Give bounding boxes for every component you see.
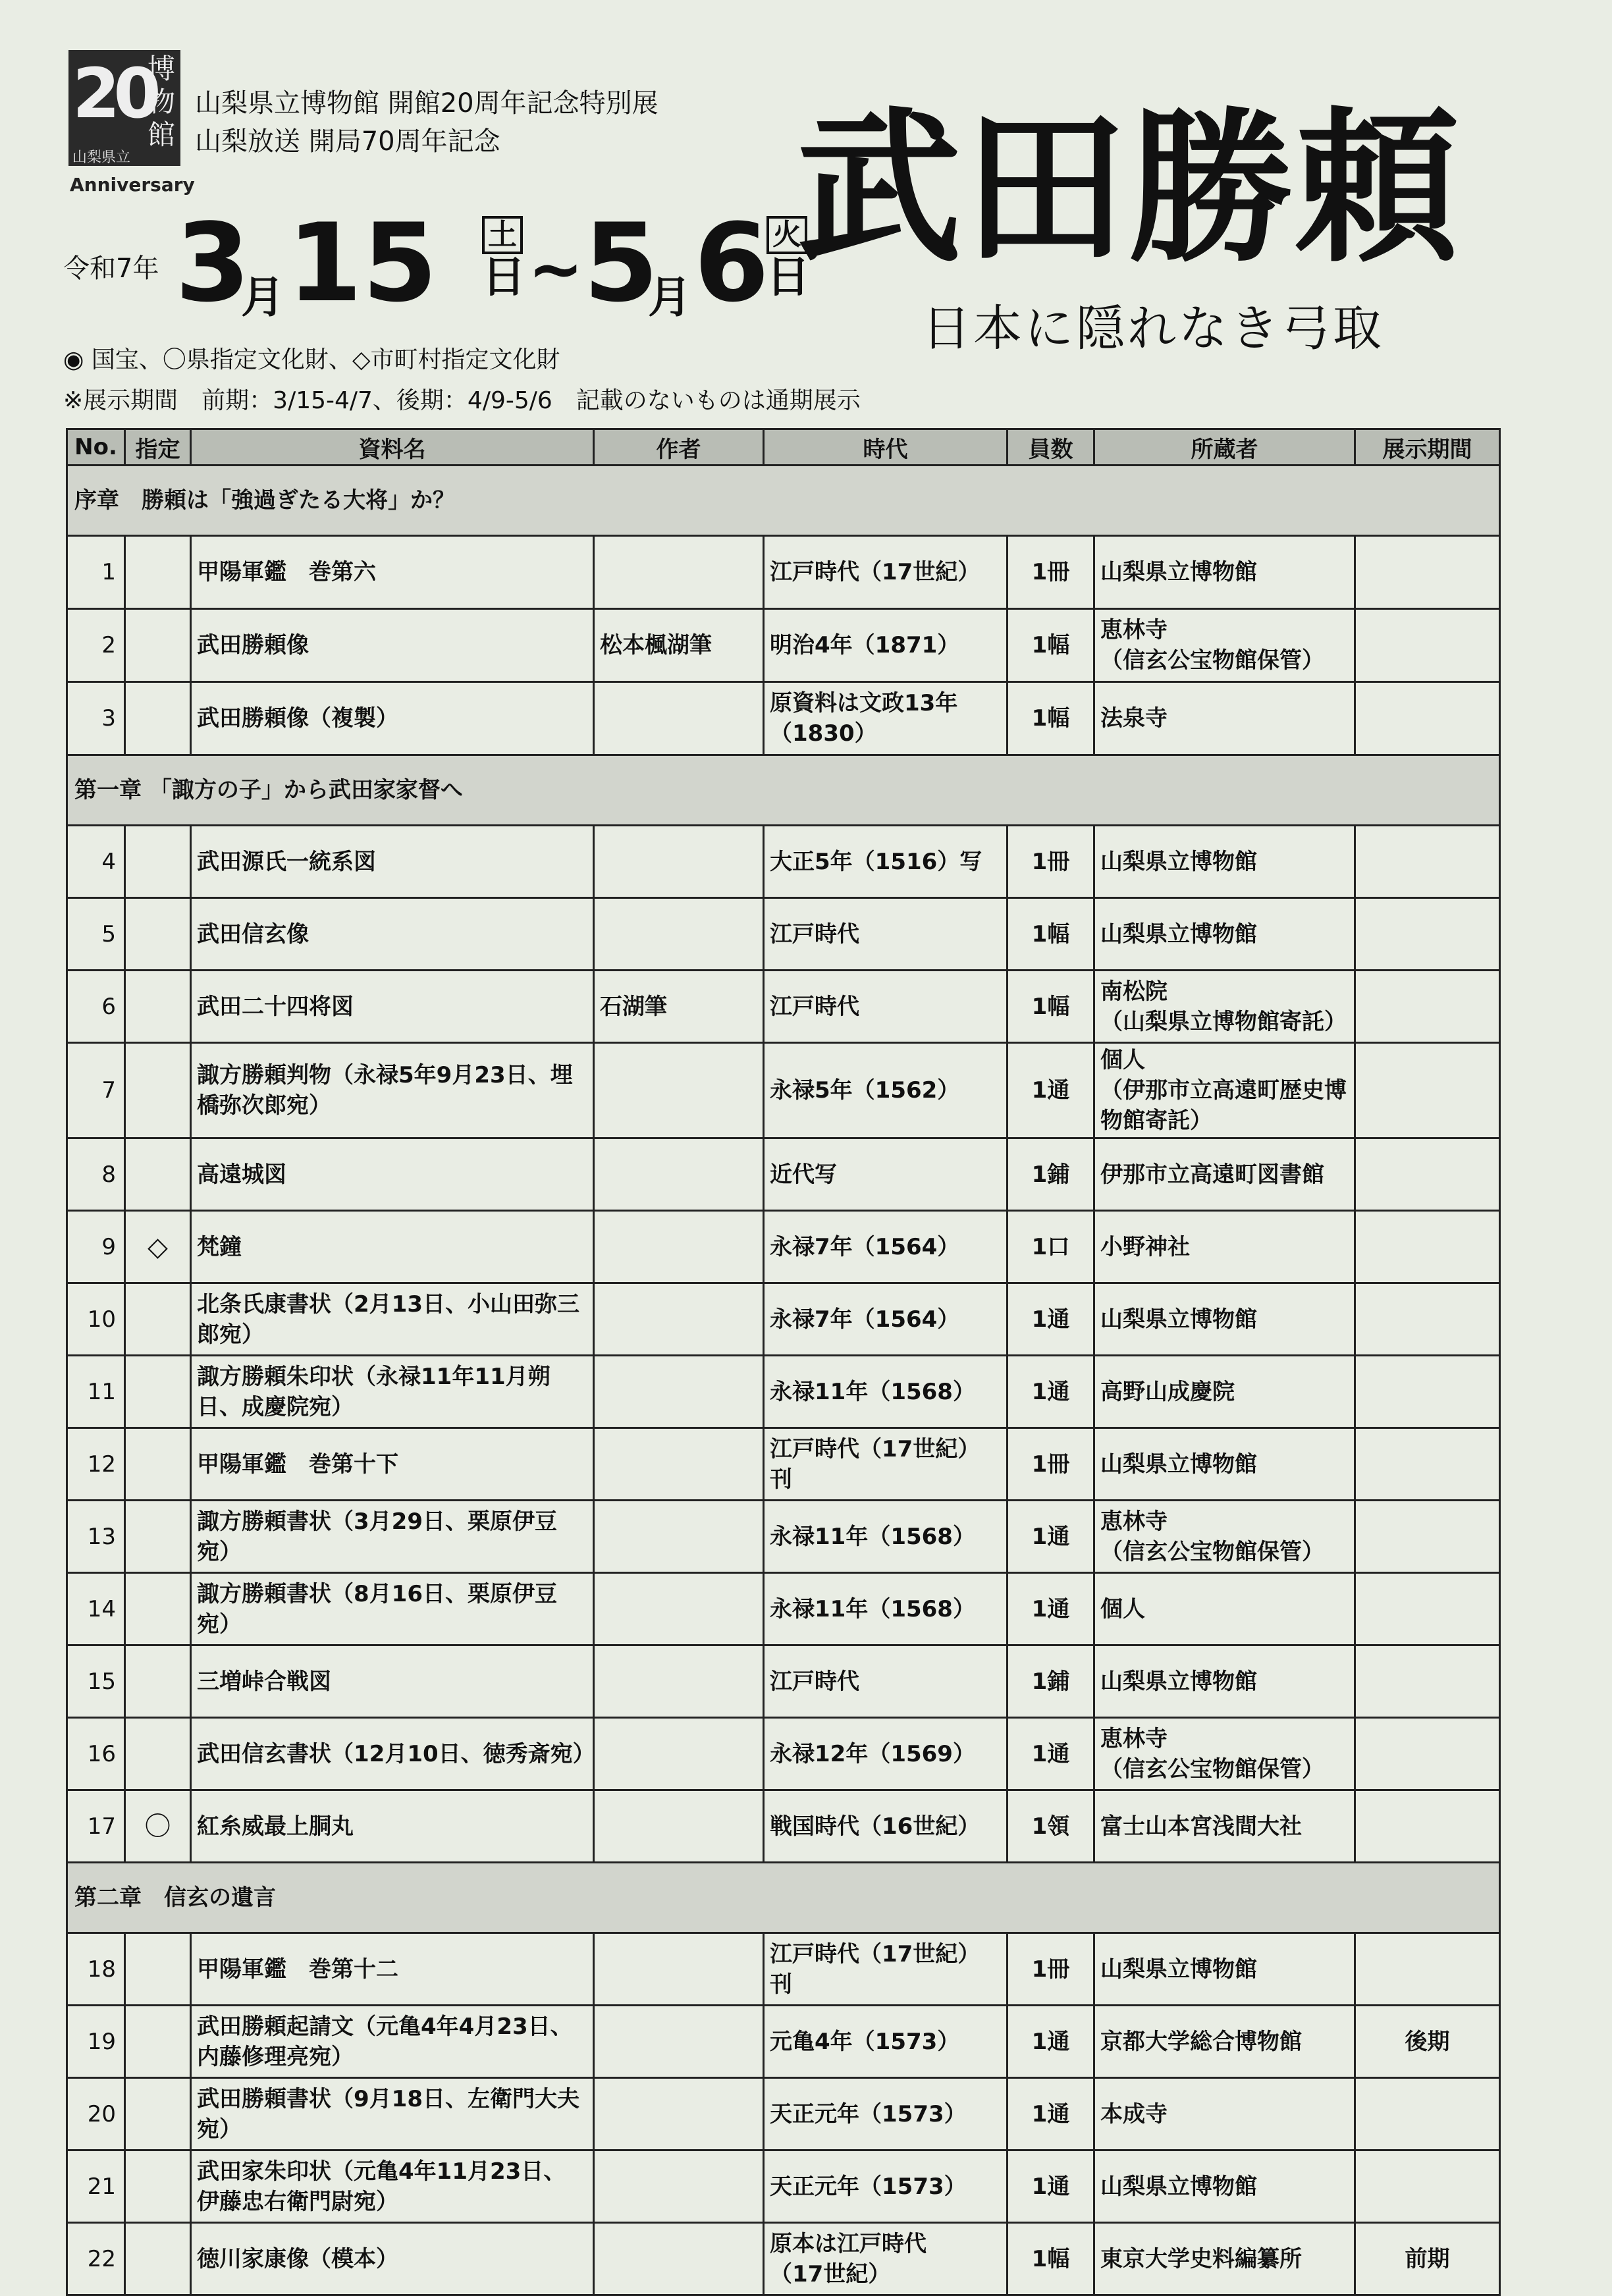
cell-designation	[125, 1138, 191, 1211]
chapter-row	[67, 1863, 1500, 1933]
table-row	[67, 682, 1500, 755]
cell-designation	[125, 826, 191, 898]
cell-count: 1通	[1008, 1573, 1094, 1645]
cell-author	[594, 1933, 764, 2006]
cell-author	[594, 2078, 764, 2150]
cell-name: 武田勝頼起請文（元亀4年4月23日、内藤修理亮宛）	[191, 2006, 594, 2078]
end-weekday-top: 火	[766, 216, 807, 254]
cell-designation	[125, 1573, 191, 1645]
cell-name: 高遠城図	[191, 1138, 594, 1211]
cell-designation	[125, 1645, 191, 1718]
date-era: 令和7年	[63, 254, 159, 284]
cell-period	[1355, 1211, 1500, 1283]
cell-count: 1通	[1008, 1043, 1094, 1138]
table-row	[67, 1933, 1500, 2006]
table-row	[67, 1501, 1500, 1573]
cell-count: 1幅	[1008, 971, 1094, 1043]
cell-no: 2	[67, 609, 125, 682]
cell-era: 戦国時代（16世紀）	[764, 1790, 1008, 1863]
cell-name: 諏方勝頼書状（8月16日、栗原伊豆宛）	[191, 1573, 594, 1645]
cell-period	[1355, 1645, 1500, 1718]
cell-no: 7	[67, 1043, 125, 1138]
cell-owner: 本成寺	[1094, 2078, 1355, 2150]
cell-era: 江戸時代	[764, 1645, 1008, 1718]
cell-period	[1355, 2078, 1500, 2150]
cell-designation: 〇	[125, 1790, 191, 1863]
cell-era: 永禄11年（1568）	[764, 1356, 1008, 1428]
cell-period	[1355, 1933, 1500, 2006]
sponsor-block	[195, 84, 658, 161]
cell-owner: 山梨県立博物館	[1094, 898, 1355, 971]
cell-name: 甲陽軍鑑 巻第十下	[191, 1428, 594, 1501]
cell-count: 1冊	[1008, 826, 1094, 898]
cell-count: 1幅	[1008, 682, 1094, 755]
cell-era: 永禄7年（1564）	[764, 1211, 1008, 1283]
cell-era: 永禄11年（1568）	[764, 1573, 1008, 1645]
cell-designation	[125, 609, 191, 682]
cell-era: 永禄11年（1568）	[764, 1501, 1008, 1573]
exhibition-title: 武田勝頼	[797, 91, 1461, 284]
cell-period	[1355, 1573, 1500, 1645]
table-row	[67, 898, 1500, 971]
cell-name: 武田源氏一統系図	[191, 826, 594, 898]
cell-era: 天正元年（1573）	[764, 2150, 1008, 2223]
table-row	[67, 2078, 1500, 2150]
cell-era: 永禄5年（1562）	[764, 1043, 1008, 1138]
cell-period: 後期	[1355, 2006, 1500, 2078]
cell-owner: 恵林寺 （信玄公宝物館保管）	[1094, 1501, 1355, 1573]
cell-period	[1355, 609, 1500, 682]
cell-author	[594, 1356, 764, 1428]
cell-owner: 山梨県立博物館	[1094, 826, 1355, 898]
cell-author	[594, 1501, 764, 1573]
cell-author	[594, 1790, 764, 1863]
legend	[63, 340, 861, 421]
cell-owner: 山梨県立博物館	[1094, 1283, 1355, 1356]
cell-name: 諏方勝頼朱印状（永禄11年11月朔日、成慶院宛）	[191, 1356, 594, 1428]
cell-count: 1幅	[1008, 609, 1094, 682]
cell-era: 天正元年（1573）	[764, 2078, 1008, 2150]
cell-owner: 個人	[1094, 1573, 1355, 1645]
cell-author	[594, 898, 764, 971]
cell-author: 松本楓湖筆	[594, 609, 764, 682]
cell-name: 諏方勝頼判物（永禄5年9月23日、埋橋弥次郎宛）	[191, 1043, 594, 1138]
cell-designation	[125, 1283, 191, 1356]
end-month-unit: 月	[648, 272, 691, 323]
cell-owner: 山梨県立博物館	[1094, 1933, 1355, 2006]
cell-owner: 法泉寺	[1094, 682, 1355, 755]
cell-name: 三増峠合戦図	[191, 1645, 594, 1718]
cell-designation	[125, 536, 191, 609]
table-row	[67, 2150, 1500, 2223]
table-header-row	[67, 429, 1500, 466]
table-row	[67, 971, 1500, 1043]
cell-name: 武田信玄書状（12月10日、徳秀斎宛）	[191, 1718, 594, 1790]
cell-era: 原本は江戸時代 （17世紀）	[764, 2223, 1008, 2295]
header-era: 時代	[764, 429, 1008, 466]
chapter-row	[67, 466, 1500, 536]
table-row	[67, 2006, 1500, 2078]
cell-name: 甲陽軍鑑 巻第十二	[191, 1933, 594, 2006]
cell-name: 諏方勝頼書状（3月29日、栗原伊豆宛）	[191, 1501, 594, 1573]
cell-name: 武田二十四将図	[191, 971, 594, 1043]
cell-designation	[125, 1428, 191, 1501]
cell-author	[594, 1428, 764, 1501]
start-day: 15	[287, 200, 438, 326]
logo-subtitle: 山梨県立	[72, 149, 131, 166]
header-owner: 所蔵者	[1094, 429, 1355, 466]
cell-owner: 山梨県立博物館	[1094, 536, 1355, 609]
legend-designations: ◉ 国宝、〇県指定文化財、◇市町村指定文化財	[63, 346, 560, 373]
cell-designation	[125, 2223, 191, 2295]
cell-designation	[125, 1933, 191, 2006]
chapter-title: 第二章 信玄の遺言	[67, 1863, 1500, 1933]
exhibit-list-table	[66, 428, 1501, 2296]
cell-no: 11	[67, 1356, 125, 1428]
cell-period	[1355, 536, 1500, 609]
cell-owner: 山梨県立博物館	[1094, 1428, 1355, 1501]
header-no: No.	[67, 429, 125, 466]
table-body	[67, 466, 1500, 2295]
cell-count: 1冊	[1008, 1428, 1094, 1501]
table-row	[67, 1211, 1500, 1283]
cell-count: 1幅	[1008, 898, 1094, 971]
cell-count: 1幅	[1008, 2223, 1094, 2295]
cell-no: 4	[67, 826, 125, 898]
start-weekday-top: 土	[482, 216, 523, 254]
cell-period	[1355, 1501, 1500, 1573]
logo-anniversary: Anniversary	[70, 174, 195, 196]
cell-period: 前期	[1355, 2223, 1500, 2295]
cell-owner: 個人 （伊那市立高遠町歴史博物館寄託）	[1094, 1043, 1355, 1138]
cell-era: 明治4年（1871）	[764, 609, 1008, 682]
cell-author	[594, 2150, 764, 2223]
cell-designation: ◇	[125, 1211, 191, 1283]
start-month-unit: 月	[241, 272, 284, 323]
cell-author	[594, 1211, 764, 1283]
cell-designation	[125, 682, 191, 755]
cell-author	[594, 1645, 764, 1718]
cell-name: 梵鐘	[191, 1211, 594, 1283]
legend-periods: ※展示期間 前期：3/15-4/7、後期：4/9-5/6 記載のないものは通期展示	[63, 387, 861, 414]
cell-owner: 恵林寺 （信玄公宝物館保管）	[1094, 609, 1355, 682]
cell-no: 6	[67, 971, 125, 1043]
cell-designation	[125, 2078, 191, 2150]
cell-period	[1355, 1718, 1500, 1790]
cell-era: 江戸時代（17世紀）	[764, 536, 1008, 609]
table-row	[67, 536, 1500, 609]
table-row	[67, 1428, 1500, 1501]
table-row	[67, 1356, 1500, 1428]
cell-count: 1通	[1008, 2150, 1094, 2223]
start-weekday-bottom: 日	[482, 252, 525, 302]
table-row	[67, 1283, 1500, 1356]
cell-count: 1鋪	[1008, 1645, 1094, 1718]
cell-period	[1355, 1283, 1500, 1356]
cell-author	[594, 1718, 764, 1790]
cell-name: 徳川家康像（模本）	[191, 2223, 594, 2295]
sponsor-line-1: 山梨県立博物館 開館20周年記念特別展	[195, 88, 658, 119]
cell-no: 5	[67, 898, 125, 971]
logo-kanji: 博物館	[147, 53, 175, 151]
cell-no: 14	[67, 1573, 125, 1645]
table-row	[67, 1573, 1500, 1645]
cell-name: 武田勝頼像	[191, 609, 594, 682]
cell-designation	[125, 1043, 191, 1138]
cell-no: 1	[67, 536, 125, 609]
cell-era: 江戸時代	[764, 898, 1008, 971]
exhibition-subtitle: 日本に隠れなき弓取	[922, 300, 1384, 357]
end-month: 5	[583, 200, 659, 326]
cell-no: 13	[67, 1501, 125, 1573]
cell-author: 石湖筆	[594, 971, 764, 1043]
cell-owner: 京都大学総合博物館	[1094, 2006, 1355, 2078]
chapter-title: 序章 勝頼は「強過ぎたる大将」か？	[67, 466, 1500, 536]
cell-no: 9	[67, 1211, 125, 1283]
cell-name: 武田勝頼書状（9月18日、左衛門大夫宛）	[191, 2078, 594, 2150]
cell-owner: 東京大学史料編纂所	[1094, 2223, 1355, 2295]
cell-count: 1通	[1008, 2078, 1094, 2150]
cell-era: 近代写	[764, 1138, 1008, 1211]
start-month: 3	[175, 200, 251, 326]
cell-no: 22	[67, 2223, 125, 2295]
cell-author	[594, 1138, 764, 1211]
cell-count: 1通	[1008, 1356, 1094, 1428]
cell-owner: 伊那市立高遠町図書館	[1094, 1138, 1355, 1211]
anniversary-logo	[68, 50, 195, 199]
cell-author	[594, 2006, 764, 2078]
cell-owner: 富士山本宮浅間大社	[1094, 1790, 1355, 1863]
cell-author	[594, 536, 764, 609]
cell-count: 1領	[1008, 1790, 1094, 1863]
cell-author	[594, 1043, 764, 1138]
cell-period	[1355, 898, 1500, 971]
cell-designation	[125, 971, 191, 1043]
cell-no: 21	[67, 2150, 125, 2223]
chapter-row	[67, 755, 1500, 826]
cell-no: 18	[67, 1933, 125, 2006]
cell-era: 大正5年（1516）写	[764, 826, 1008, 898]
cell-era: 江戸時代	[764, 971, 1008, 1043]
header-author: 作者	[594, 429, 764, 466]
cell-period	[1355, 971, 1500, 1043]
cell-era: 原資料は文政13年 （1830）	[764, 682, 1008, 755]
header-count: 員数	[1008, 429, 1094, 466]
cell-owner: 恵林寺 （信玄公宝物館保管）	[1094, 1718, 1355, 1790]
cell-era: 元亀4年（1573）	[764, 2006, 1008, 2078]
header-designation: 指定	[125, 429, 191, 466]
cell-author	[594, 826, 764, 898]
cell-owner: 小野神社	[1094, 1211, 1355, 1283]
cell-count: 1口	[1008, 1211, 1094, 1283]
sponsor-line-2: 山梨放送 開局70周年記念	[195, 126, 500, 157]
cell-count: 1冊	[1008, 536, 1094, 609]
cell-designation	[125, 2150, 191, 2223]
cell-designation	[125, 1356, 191, 1428]
cell-owner: 高野山成慶院	[1094, 1356, 1355, 1428]
cell-name: 甲陽軍鑑 巻第六	[191, 536, 594, 609]
cell-name: 武田勝頼像（複製）	[191, 682, 594, 755]
cell-name: 北条氏康書状（2月13日、小山田弥三郎宛）	[191, 1283, 594, 1356]
cell-period	[1355, 1790, 1500, 1863]
table-row	[67, 826, 1500, 898]
cell-era: 江戸時代（17世紀）刊	[764, 1428, 1008, 1501]
end-day: 6	[694, 200, 770, 326]
cell-count: 1冊	[1008, 1933, 1094, 2006]
cell-count: 1通	[1008, 2006, 1094, 2078]
cell-period	[1355, 1428, 1500, 1501]
cell-author	[594, 2223, 764, 2295]
table-row	[67, 1043, 1500, 1138]
logo-number: 20	[72, 53, 155, 134]
cell-name: 紅糸威最上胴丸	[191, 1790, 594, 1863]
cell-era: 江戸時代（17世紀）刊	[764, 1933, 1008, 2006]
cell-name: 武田信玄像	[191, 898, 594, 971]
cell-owner: 南松院 （山梨県立博物館寄託）	[1094, 971, 1355, 1043]
date-range-tilde: ~	[528, 230, 583, 307]
cell-name: 武田家朱印状（元亀4年11月23日、伊藤忠右衛門尉宛）	[191, 2150, 594, 2223]
cell-era: 永禄7年（1564）	[764, 1283, 1008, 1356]
cell-no: 12	[67, 1428, 125, 1501]
cell-author	[594, 682, 764, 755]
cell-owner: 山梨県立博物館	[1094, 1645, 1355, 1718]
cell-count: 1通	[1008, 1501, 1094, 1573]
header-name: 資料名	[191, 429, 594, 466]
table-row	[67, 2223, 1500, 2295]
cell-no: 17	[67, 1790, 125, 1863]
table-row	[67, 1645, 1500, 1718]
cell-designation	[125, 2006, 191, 2078]
cell-designation	[125, 1501, 191, 1573]
cell-period	[1355, 1138, 1500, 1211]
table-row	[67, 609, 1500, 682]
cell-period	[1355, 682, 1500, 755]
cell-no: 10	[67, 1283, 125, 1356]
cell-designation	[125, 898, 191, 971]
cell-no: 16	[67, 1718, 125, 1790]
cell-no: 8	[67, 1138, 125, 1211]
cell-designation	[125, 1718, 191, 1790]
cell-author	[594, 1573, 764, 1645]
cell-author	[594, 1283, 764, 1356]
cell-owner: 山梨県立博物館	[1094, 2150, 1355, 2223]
table-row	[67, 1718, 1500, 1790]
header-period: 展示期間	[1355, 429, 1500, 466]
cell-period	[1355, 2150, 1500, 2223]
table-row	[67, 1790, 1500, 1863]
cell-period	[1355, 826, 1500, 898]
table-row	[67, 1138, 1500, 1211]
cell-no: 20	[67, 2078, 125, 2150]
cell-era: 永禄12年（1569）	[764, 1718, 1008, 1790]
cell-count: 1通	[1008, 1718, 1094, 1790]
cell-count: 1鋪	[1008, 1138, 1094, 1211]
cell-no: 15	[67, 1645, 125, 1718]
end-weekday-bottom: 日	[766, 252, 810, 302]
chapter-title: 第一章 「諏方の子」から武田家家督へ	[67, 755, 1500, 826]
cell-count: 1通	[1008, 1283, 1094, 1356]
cell-period	[1355, 1356, 1500, 1428]
cell-no: 3	[67, 682, 125, 755]
start-weekday	[482, 216, 523, 300]
cell-no: 19	[67, 2006, 125, 2078]
cell-period	[1355, 1043, 1500, 1138]
